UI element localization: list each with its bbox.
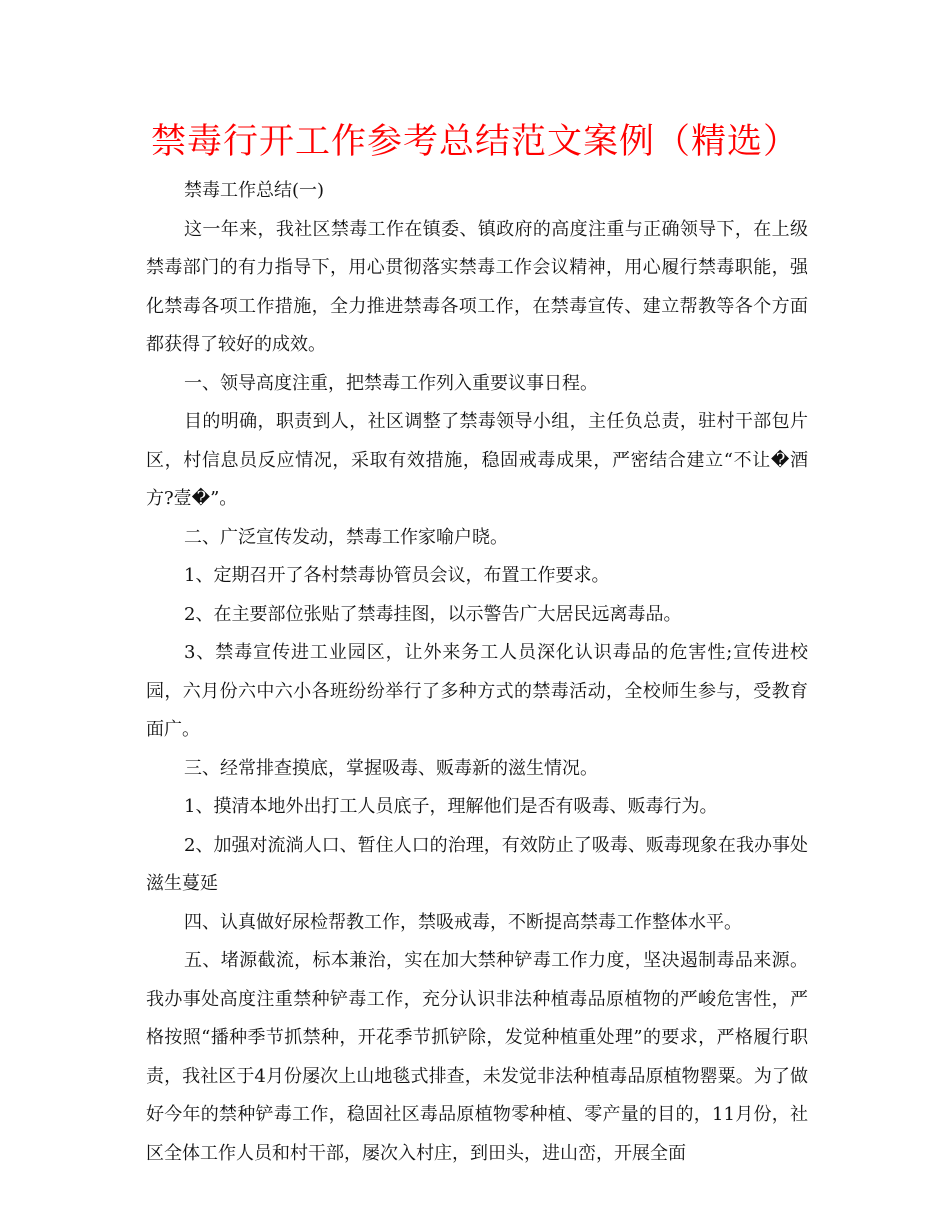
paragraph-leadership: 目的明确，职责到人，社区调整了禁毒领导小组，主任负总责，驻村干部包片区，村信息员反应情况，采取有效措施，稳固戒毒成果，严密结合建立“不让�酒方?壹�”。 <box>146 411 808 509</box>
paragraph-eradication: 五、堵源截流，标本兼治，实在加大禁种铲毒工作力度，坚决遏制毒品来源。我办事处高度注重禁种铲毒工作，充分认识非法种植毒品原植物的严峻危害性，严格按照“播种季节抓禁种，开花季节抓铲除，发觉种植重处理”的要求，严格履行职责，我社区于4月份屡次上山地毯式排查，未发觉非法种植毒品原植物罂粟。为了做好今年的禁种铲毒工作，稳固社区毒品原植物零种植、零产量的目的，11月份，社区全体工作人员和村干部，屡次入村庄，到田头，进山峦，开展全面 <box>146 950 808 1164</box>
document-title: 禁毒行开工作参考总结范文案例（精选） <box>150 122 799 162</box>
paragraph-publicity-2: 2、在主要部位张贴了禁毒挂图，以示警告广大居民远离毒品。 <box>184 603 682 625</box>
paragraph-publicity-1: 1、定期召开了各村禁毒协管员会议，布置工作要求。 <box>184 565 610 586</box>
heading-publicity: 二、广泛宣传发动，禁毒工作家喻户晓。 <box>184 526 508 548</box>
heading-investigation: 三、经常排查摸底，掌握吸毒、贩毒新的滋生情况。 <box>184 757 598 779</box>
paragraph-investigation-2: 2、加强对流淌人口、暂住人口的治理，有效防止了吸毒、贩毒现象在我办事处滋生蔓延 <box>146 834 808 894</box>
heading-urine-test: 四、认真做好尿检帮教工作，禁吸戒毒，不断提高禁毒工作整体水平。 <box>184 911 742 933</box>
paragraph-investigation-1: 1、摸清本地外出打工人员底子，理解他们是否有吸毒、贩毒行为。 <box>184 796 718 817</box>
heading-leadership: 一、领导高度注重，把禁毒工作列入重要议事日程。 <box>184 372 598 394</box>
paragraph-publicity-3: 3、禁毒宣传进工业园区，让外来务工人员深化认识毒品的危害性;宣传进校园，六月份六中六小各班纷纷举行了多种方式的禁毒活动，全校师生参与，受教育面广。 <box>146 642 808 740</box>
document-body <box>146 172 808 1173</box>
paragraph-intro: 这一年来，我社区禁毒工作在镇委、镇政府的高度注重与正确领导下，在上级禁毒部门的有力指导下，用心贯彻落实禁毒工作会议精神，用心履行禁毒职能，强化禁毒各项工作措施，全力推进禁毒各项工作，在禁毒宣传、建立帮教等各个方面都获得了较好的成效。 <box>146 218 808 355</box>
section-heading: 禁毒工作总结(一) <box>184 180 325 201</box>
